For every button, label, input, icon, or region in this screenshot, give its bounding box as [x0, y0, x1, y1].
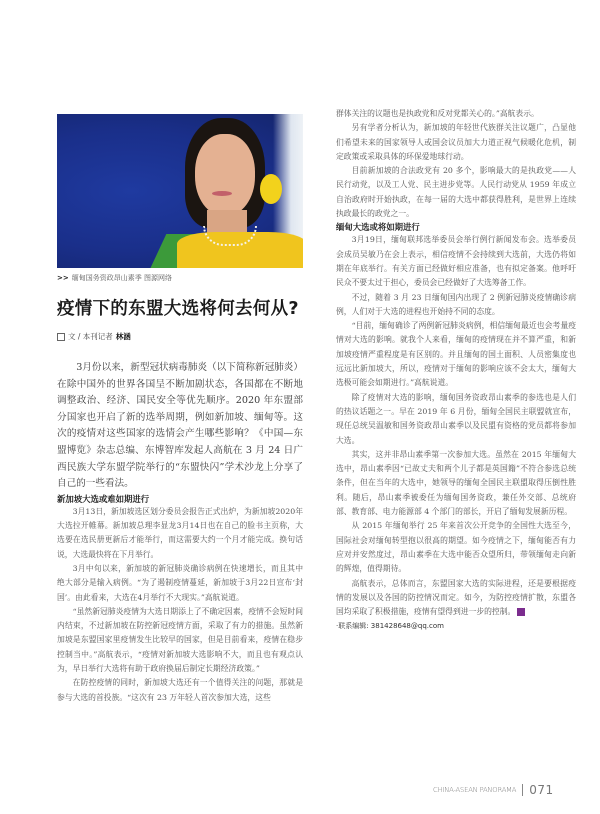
lead-paragraph: 3月份以来，新型冠状病毒肺炎（以下简称新冠肺炎）在除中国外的世界各国呈不断加剧状态，各国都在不断地调整政治、经济、国民安全等优先顺序。2020 年东盟部分国家也开启了新的选举周期，例如新加坡、缅甸等。这次的疫情对这些国家的选情会产生哪些影响？《中国—东盟博览》杂志总编、东博智库发起人高航在 3 月 24 日广西民族大学东盟学院举行的“东盟快闪”学术沙龙上分享了自己的一些看法。 [57, 362, 303, 490]
paragraph: 除了疫情对大选的影响，缅甸国务资政昂山素季的参选也是人们的热议话题之一。早在 2019 年 6 月份，缅甸全国民主联盟就宣布，现任总统吴温敏和国务资政昂山素季以及民盟有资格的党员都将参加大选。 [336, 392, 576, 445]
page-footer [433, 783, 554, 797]
end-mark-icon: ✎ [517, 608, 525, 616]
paragraph: 目前新加坡的合法政党有 20 多个，影响最大的是执政党——人民行动党，以及工人党、民主进步党等。人民行动党从 1959 年成立自治政府时开始执政，在每一届的大选中都获得胜利，是世界上连续执政最长的政党之一。 [336, 166, 576, 219]
magazine-name: CHINA-ASEAN PANORAMA [433, 786, 517, 794]
paragraph: 另有学者分析认为，新加坡的年轻世代族群关注议题广，凸显他们希望未来的国家领导人或国会议员加大力道正视气候暖化危机，制定政策或采取具体的环保爱地球行动。 [336, 123, 576, 161]
photo-hair-flower [260, 174, 282, 204]
paragraph-final-text: 高航表示，总体而言，东盟国家大选的实际进程，还是要根据疫情的发展以及各国的防控情况而定。如今，为防控疫情扩散，东盟各国均采取了积极措施，疫情有望得到进一步的控制。 [336, 578, 576, 617]
paragraph: 3月13日，新加坡选区划分委员会报告正式出炉，为新加坡2020年大选拉开帷幕。新加坡总理李显龙3月14日也在自己的脸书主页称，大选要在选民册更新后才能举行，而这需要大约一个月才能完成。换句话说，大选最快将在下月举行。 [57, 506, 303, 559]
caption-text: 缅甸国务资政昂山素季 图源网络 [71, 274, 172, 282]
editor-contact: ·联系编辑: 381428648@qq.com [336, 622, 444, 631]
paragraph: “虽然新冠肺炎疫情为大选日期添上了不确定因素，疫情不会短时间内结束，不过新加坡在防控新冠疫情方面，采取了有力的措施。虽然新加坡是东盟国家里疫情发生比较早的国家，但是目前看来，疫情在稳步控制当中。”高航表示，“疫情对新加坡大选影响不大，而且也有观点认为，早日举行大选将有助于政府换届后制定长期经济政策。” [57, 606, 303, 674]
square-bullet-icon [57, 333, 65, 341]
section-heading-myanmar: 缅甸大选或将如期进行 [336, 222, 420, 233]
paragraph: 3月中旬以来，新加坡的新冠肺炎确诊病例在快速增长，而且其中绝大部分是输入病例。“为了遏制疫情蔓延，新加坡于3月22日宣布‘封国’。由此看来，大选在4月举行不大现实。”高航说道。 [57, 563, 303, 602]
section-heading-singapore: 新加坡大选或难如期进行 [57, 493, 150, 504]
article-title: 疫情下的东盟大选将何去何从? [57, 299, 299, 319]
footer-divider [522, 784, 523, 796]
left-column [57, 114, 303, 705]
photo-caption [57, 273, 303, 283]
paragraph: “目前，缅甸确诊了两例新冠肺炎病例，相信缅甸最近也会考量疫情对大选的影响。就我个人来看，缅甸的疫情现在并不算严重，和新加坡疫情严重程度是有区别的。并且缅甸的国土面积、人员密集度也远远比新加坡大，所以，疫情对于缅甸的影响应该不会太大，缅甸大选极可能会如期进行。”高航说道。 [336, 321, 576, 388]
byline-label: 文 / 本刊记者 [68, 332, 113, 341]
paragraph-final [336, 577, 576, 620]
right-column [336, 107, 576, 631]
caption-arrow-icon: >> [57, 274, 69, 282]
byline-author: 林涵 [115, 332, 131, 341]
byline [57, 331, 303, 342]
paragraph-continuation: 群体关注的议题也是执政党和反对党都关心的。”高航表示。 [336, 109, 539, 118]
page-number: 071 [529, 783, 554, 797]
paragraph: 不过，随着 3 月 23 日缅甸国内出现了 2 例新冠肺炎疫情确诊病例，人们对于大选的进程也开始持不同的态度。 [336, 292, 576, 316]
paragraph: 3月19日，缅甸联邦选举委员会举行例行新闻发布会。选举委员会成员吴敏乃在会上表示，相信疫情不会持续到大选前，大选仍将如期在年底举行。有关方面已经做好相应准备，也有拟定备案。他呼吁民众不要太过于担心，委员会已经做好了大选筹备工作。 [336, 235, 576, 288]
photo-face [195, 134, 255, 216]
paragraph: 在防控疫情的同时，新加坡大选还有一个值得关注的问题，那就是参与大选的首投族。“这次有 23 万年轻人首次参加大选，这些 [57, 678, 303, 702]
article-photo [57, 114, 303, 268]
paragraph: 其实，这并非昂山素季第一次参加大选。虽然在 2015 年缅甸大选中，昂山素季因“已故丈夫和两个儿子都是英国籍”不符合参选总统条件，但在当年的大选中，她领导的缅甸全国民主联盟取得压倒性胜利。随后，昂山素季被委任为缅甸国务资政，兼任外交部、总统府部、教育部、电力能源部 4 个部门的部长，开启了缅甸发展新历程。 [336, 449, 576, 517]
paragraph: 从 2015 年缅甸举行 25 年来首次公开竞争的全国性大选至今，国际社会对缅甸转型抱以很高的期望。如今疫情之下，缅甸能否有力应对并安然度过，昂山素季在大选中能否众望所归，带领缅甸走向新的辉煌，值得期待。 [336, 521, 576, 574]
photo-lips [212, 191, 232, 196]
